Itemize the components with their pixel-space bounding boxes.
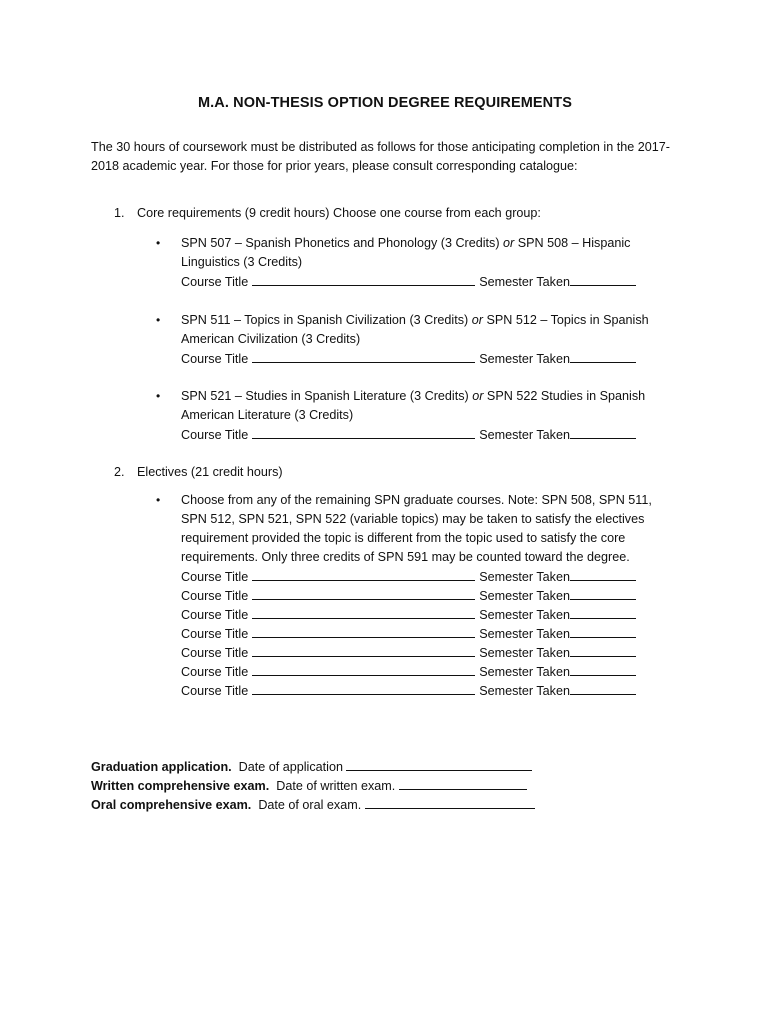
oral-exam-row <box>91 795 535 814</box>
graduation-application-label: Graduation application. <box>91 760 232 774</box>
option-connector: or <box>471 313 483 327</box>
bullet-icon: • <box>156 236 161 250</box>
final-requirements <box>91 757 535 814</box>
course-entry-row <box>181 567 686 586</box>
semester-taken-label: Semester Taken <box>479 665 570 679</box>
core-group-1-options <box>181 234 686 272</box>
oral-exam-text: Date of oral exam. <box>258 798 362 812</box>
option-a: SPN 511 – Topics in Spanish Civilization (3 Credits) <box>181 313 469 327</box>
course-title-label: Course Title <box>181 589 249 603</box>
graduation-application-text: Date of application <box>238 760 343 774</box>
core-group-3-options <box>181 387 686 425</box>
course-title-label: Course Title <box>181 608 249 622</box>
course-title-label: Course Title <box>181 684 249 698</box>
course-title-blank[interactable] <box>252 586 475 600</box>
option-connector: or <box>472 389 484 403</box>
semester-taken-blank[interactable] <box>570 681 636 695</box>
bullet-icon: • <box>156 389 161 403</box>
semester-taken-blank[interactable] <box>570 272 636 286</box>
course-title-label: Course Title <box>181 627 249 641</box>
electives-group <box>156 491 686 700</box>
course-title-blank[interactable] <box>252 567 475 581</box>
course-entry-row <box>181 586 686 605</box>
course-title-label: Course Title <box>181 275 249 289</box>
semester-taken-blank[interactable] <box>570 605 636 619</box>
course-title-blank[interactable] <box>252 272 475 286</box>
core-group-2 <box>156 311 686 368</box>
written-exam-row <box>91 776 535 795</box>
semester-taken-blank[interactable] <box>570 349 636 363</box>
oral-exam-label: Oral comprehensive exam. <box>91 798 252 812</box>
semester-taken-blank[interactable] <box>570 586 636 600</box>
course-title-label: Course Title <box>181 428 249 442</box>
bullet-icon: • <box>156 313 161 327</box>
course-title-blank[interactable] <box>252 681 475 695</box>
semester-taken-blank[interactable] <box>570 624 636 638</box>
written-exam-text: Date of written exam. <box>276 779 396 793</box>
semester-taken-blank[interactable] <box>570 567 636 581</box>
semester-taken-label: Semester Taken <box>479 684 570 698</box>
course-entry-row <box>181 425 686 444</box>
course-title-label: Course Title <box>181 646 249 660</box>
section-number: 2. <box>114 465 125 479</box>
semester-taken-label: Semester Taken <box>479 608 570 622</box>
graduation-application-row <box>91 757 535 776</box>
semester-taken-label: Semester Taken <box>479 570 570 584</box>
section-number: 1. <box>114 206 125 220</box>
semester-taken-label: Semester Taken <box>479 589 570 603</box>
section-electives-heading <box>114 463 283 482</box>
bullet-icon: • <box>156 493 161 507</box>
course-title-blank[interactable] <box>252 349 475 363</box>
semester-taken-label: Semester Taken <box>479 428 570 442</box>
course-title-label: Course Title <box>181 570 249 584</box>
course-entry-row <box>181 643 686 662</box>
semester-taken-label: Semester Taken <box>479 646 570 660</box>
core-group-2-options <box>181 311 686 349</box>
written-exam-label: Written comprehensive exam. <box>91 779 270 793</box>
core-group-1 <box>156 234 686 291</box>
semester-taken-blank[interactable] <box>570 425 636 439</box>
course-entry-row <box>181 349 686 368</box>
course-title-label: Course Title <box>181 352 249 366</box>
section-heading-text: Core requirements (9 credit hours) Choose one course from each group: <box>137 206 541 220</box>
section-heading-text: Electives (21 credit hours) <box>137 465 283 479</box>
course-entry-row <box>181 605 686 624</box>
option-b: SPN 508 – Hispanic Linguistics (3 Credits) <box>181 236 631 269</box>
course-title-blank[interactable] <box>252 662 475 676</box>
core-group-3 <box>156 387 686 444</box>
option-a: SPN 507 – Spanish Phonetics and Phonology (3 Credits) <box>181 236 500 250</box>
written-exam-date-blank[interactable] <box>399 776 527 790</box>
course-title-blank[interactable] <box>252 605 475 619</box>
course-entry-row <box>181 624 686 643</box>
course-title-blank[interactable] <box>252 425 475 439</box>
course-entry-row <box>181 272 686 291</box>
option-connector: or <box>503 236 515 250</box>
application-date-blank[interactable] <box>346 757 532 771</box>
option-a: SPN 521 – Studies in Spanish Literature (3 Credits) <box>181 389 469 403</box>
section-core-heading <box>114 204 541 223</box>
course-title-label: Course Title <box>181 665 249 679</box>
oral-exam-date-blank[interactable] <box>365 795 535 809</box>
course-title-blank[interactable] <box>252 643 475 657</box>
course-entry-row <box>181 662 686 681</box>
intro-paragraph: The 30 hours of coursework must be distributed as follows for those anticipating completion in the 2017-2018 academic year. For those for prior years, please consult corresponding catalogue: <box>91 140 670 173</box>
semester-taken-label: Semester Taken <box>479 627 570 641</box>
semester-taken-blank[interactable] <box>570 643 636 657</box>
semester-taken-blank[interactable] <box>570 662 636 676</box>
electives-note: Choose from any of the remaining SPN graduate courses. Note: SPN 508, SPN 511, SPN 512, SPN 521, SPN 522 (variable topics) may be taken to satisfy the electives requirement provided the topic is different from the topic used to satisfy the core requirements. Only three credits of SPN 591 may be counted toward the degree. <box>181 493 652 564</box>
course-entry-row <box>181 681 686 700</box>
semester-taken-label: Semester Taken <box>479 352 570 366</box>
course-title-blank[interactable] <box>252 624 475 638</box>
option-b: SPN 522 Studies in Spanish American Literature (3 Credits) <box>181 389 646 422</box>
semester-taken-label: Semester Taken <box>479 275 570 289</box>
page-title: M.A. NON-THESIS OPTION DEGREE REQUIREMENTS <box>198 95 572 111</box>
option-b: SPN 512 – Topics in Spanish American Civilization (3 Credits) <box>181 313 649 346</box>
